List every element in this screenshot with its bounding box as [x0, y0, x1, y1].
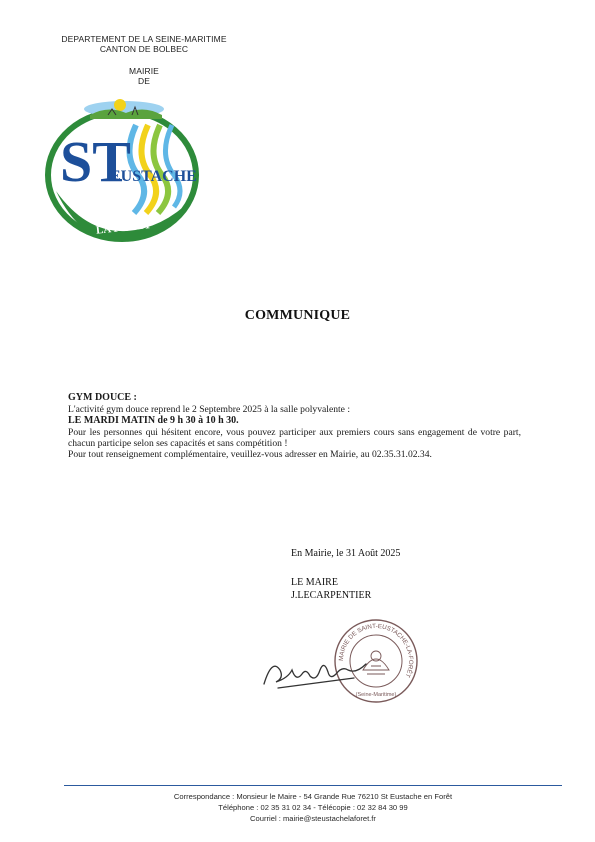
town-logo [42, 95, 204, 245]
signature-stroke [264, 664, 366, 688]
letterhead [20, 34, 268, 86]
announcement-line-3: Pour les personnes qui hésitent encore, vous pouvez participer aux premiers cours sans engagement de votre part, chacun participe selon ses capacités et sans compétition ! [68, 426, 521, 449]
footer-rule [64, 785, 562, 786]
logo-sun [114, 99, 126, 111]
footer-address: Correspondance : Monsieur le Maire - 54 Grande Rue 76210 St Eustache en Forêt [173, 792, 453, 801]
announcement-subject: GYM DOUCE : [68, 392, 137, 403]
logo-name: EUSTACHE [110, 168, 197, 185]
announcement-schedule: LE MARDI MATIN de 9 h 30 à 10 h 30. [68, 415, 239, 427]
canton-line: CANTON DE BOLBEC [99, 44, 189, 54]
de-line: DE [137, 76, 150, 86]
footer [64, 791, 562, 824]
date-line: En Mairie, le 31 Août 2025 [291, 548, 401, 559]
stamp-lower-text: (Seine-Maritime) [355, 692, 397, 698]
logo-subtitle: LA FORÊT [95, 218, 152, 237]
stamp-ring-text: MAIRIE DE SAINT-EUSTACHE-LA-FORÊT [337, 622, 415, 679]
page-title: COMMUNIQUE [244, 308, 351, 323]
logo-letters: ST [60, 129, 131, 194]
signatory-role: LE MAIRE [291, 577, 338, 588]
footer-email: Courriel : mairie@steustachelaforet.fr [250, 814, 376, 823]
announcement-line-4: Pour tout renseignement complémentaire, veuillez-vous adresser en Mairie, au 02.35.31.02.34. [68, 449, 432, 461]
signatory-block [291, 576, 371, 602]
announcement-line-1: L'activité gym douce reprend le 2 Septembre 2025 à la salle polyvalente : [68, 404, 350, 416]
footer-phone: Téléphone : 02 35 31 02 34 - Télécopie : 02 32 84 30 99 [218, 803, 408, 812]
department-line: DEPARTEMENT DE LA SEINE-MARITIME [61, 34, 227, 44]
announcement-body [68, 392, 521, 460]
mairie-line: MAIRIE [129, 66, 159, 76]
handwritten-signature [258, 648, 376, 698]
signatory-name: J.LECARPENTIER [291, 590, 372, 601]
